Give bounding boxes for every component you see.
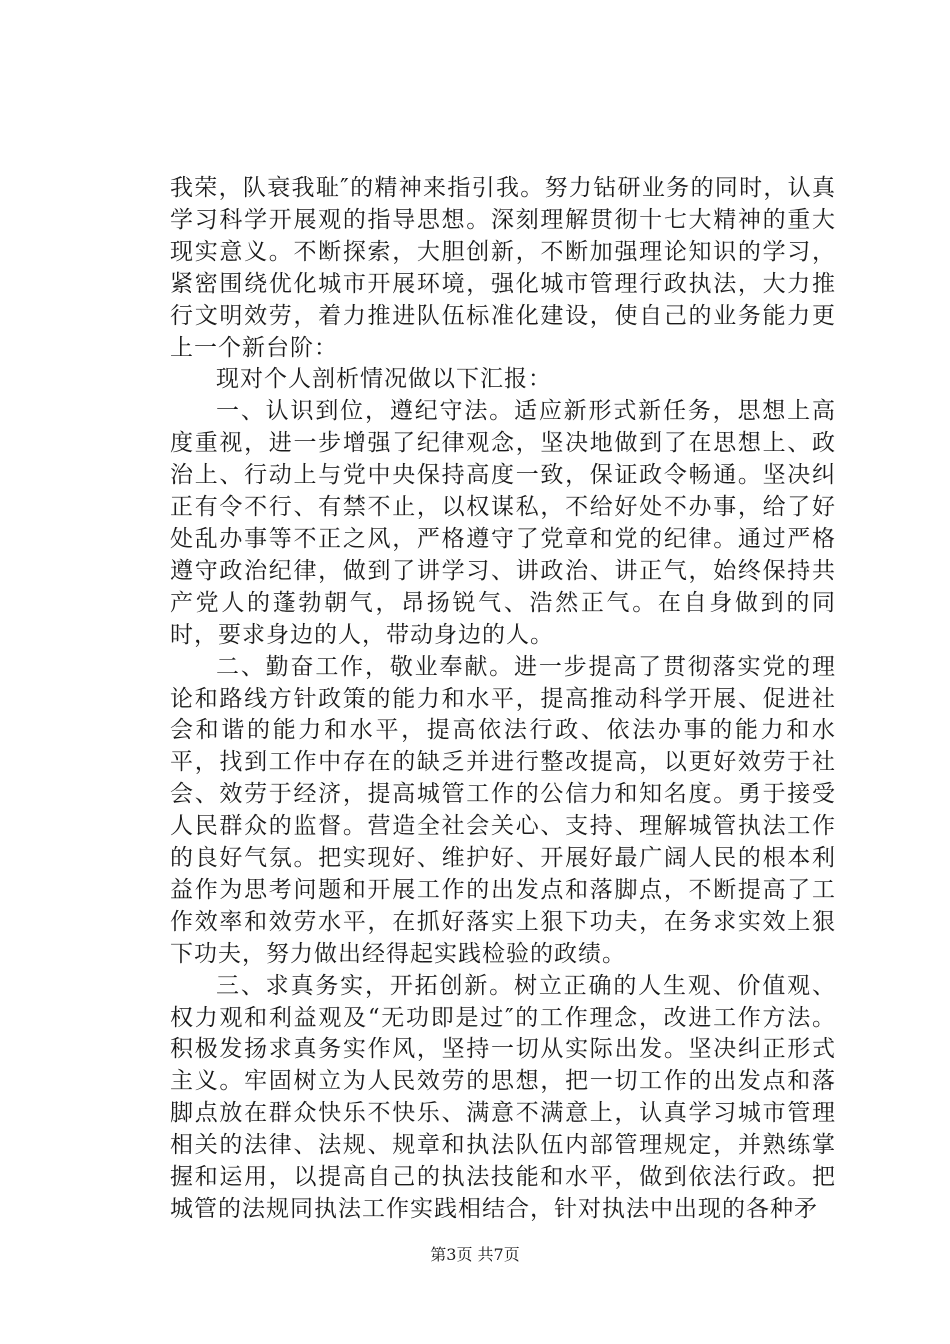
paragraph-3: 一、认识到位，遵纪守法。适应新形式新任务，思想上高度重视，进一步增强了纪律观念，坚决地做到了在思想上、政治上、行动上与党中央保持高度一致，保证政令畅通。坚决纠正有令不行、有禁不止，以权谋私，不给好处不办事，给了好处乱办事等不正之风，严格遵守了党章和党的纪律。通过严格遵守政治纪律，做到了讲学习、讲政治、讲正气，始终保持共产党人的蓬勃朝气，昂扬锐气、浩然正气。在自身做到的同时，要求身边的人，带动身边的人。 — [170, 398, 836, 648]
document-body — [170, 173, 836, 1226]
paragraph-1: 我荣，队衰我耻″的精神来指引我。努力钻研业务的同时，认真学习科学开展观的指导思想。深刻理解贯彻十七大精神的重大现实意义。不断探索，大胆创新，不断加强理论知识的学习，紧密围绕优化城市开展环境，强化城市管理行政执法，大力推行文明效劳，着力推进队伍标准化建设，使自己的业务能力更上一个新台阶： — [170, 175, 836, 361]
page-footer: 第3页 共7页 — [430, 1245, 520, 1264]
paragraph-4: 二、勤奋工作，敬业奉献。进一步提高了贯彻落实党的理论和路线方针政策的能力和水平，提高推动科学开展、促进社会和谐的能力和水平，提高依法行政、依法办事的能力和水平，找到工作中存在的缺乏并进行整改提高，以更好效劳于社会、效劳于经济，提高城管工作的公信力和知名度。勇于接受人民群众的监督。营造全社会关心、支持、理解城管执法工作的良好气氛。把实现好、维护好、开展好最广阔人民的根本利益作为思考问题和开展工作的出发点和落脚点，不断提高了工作效率和效劳水平，在抓好落实上狠下功夫，在务求实效上狠下功夫，努力做出经得起实践检验的政绩。 — [170, 653, 836, 967]
paragraph-5: 三、求真务实，开拓创新。树立正确的人生观、价值观、权力观和利益观及“无功即是过″的工作理念，改进工作方法。积极发扬求真务实作风，坚持一切从实际出发。坚决纠正形式主义。牢固树立为人民效劳的思想，把一切工作的出发点和落脚点放在群众快乐不快乐、满意不满意上，认真学习城市管理相关的法律、法规、规章和执法队伍内部管理规定，并熟练掌握和运用，以提高自己的执法技能和水平，做到依法行政。把城管的法规同执法工作实践相结合，针对执法中出现的各种矛 — [170, 972, 836, 1222]
paragraph-2: 现对个人剖析情况做以下汇报： — [216, 366, 552, 393]
